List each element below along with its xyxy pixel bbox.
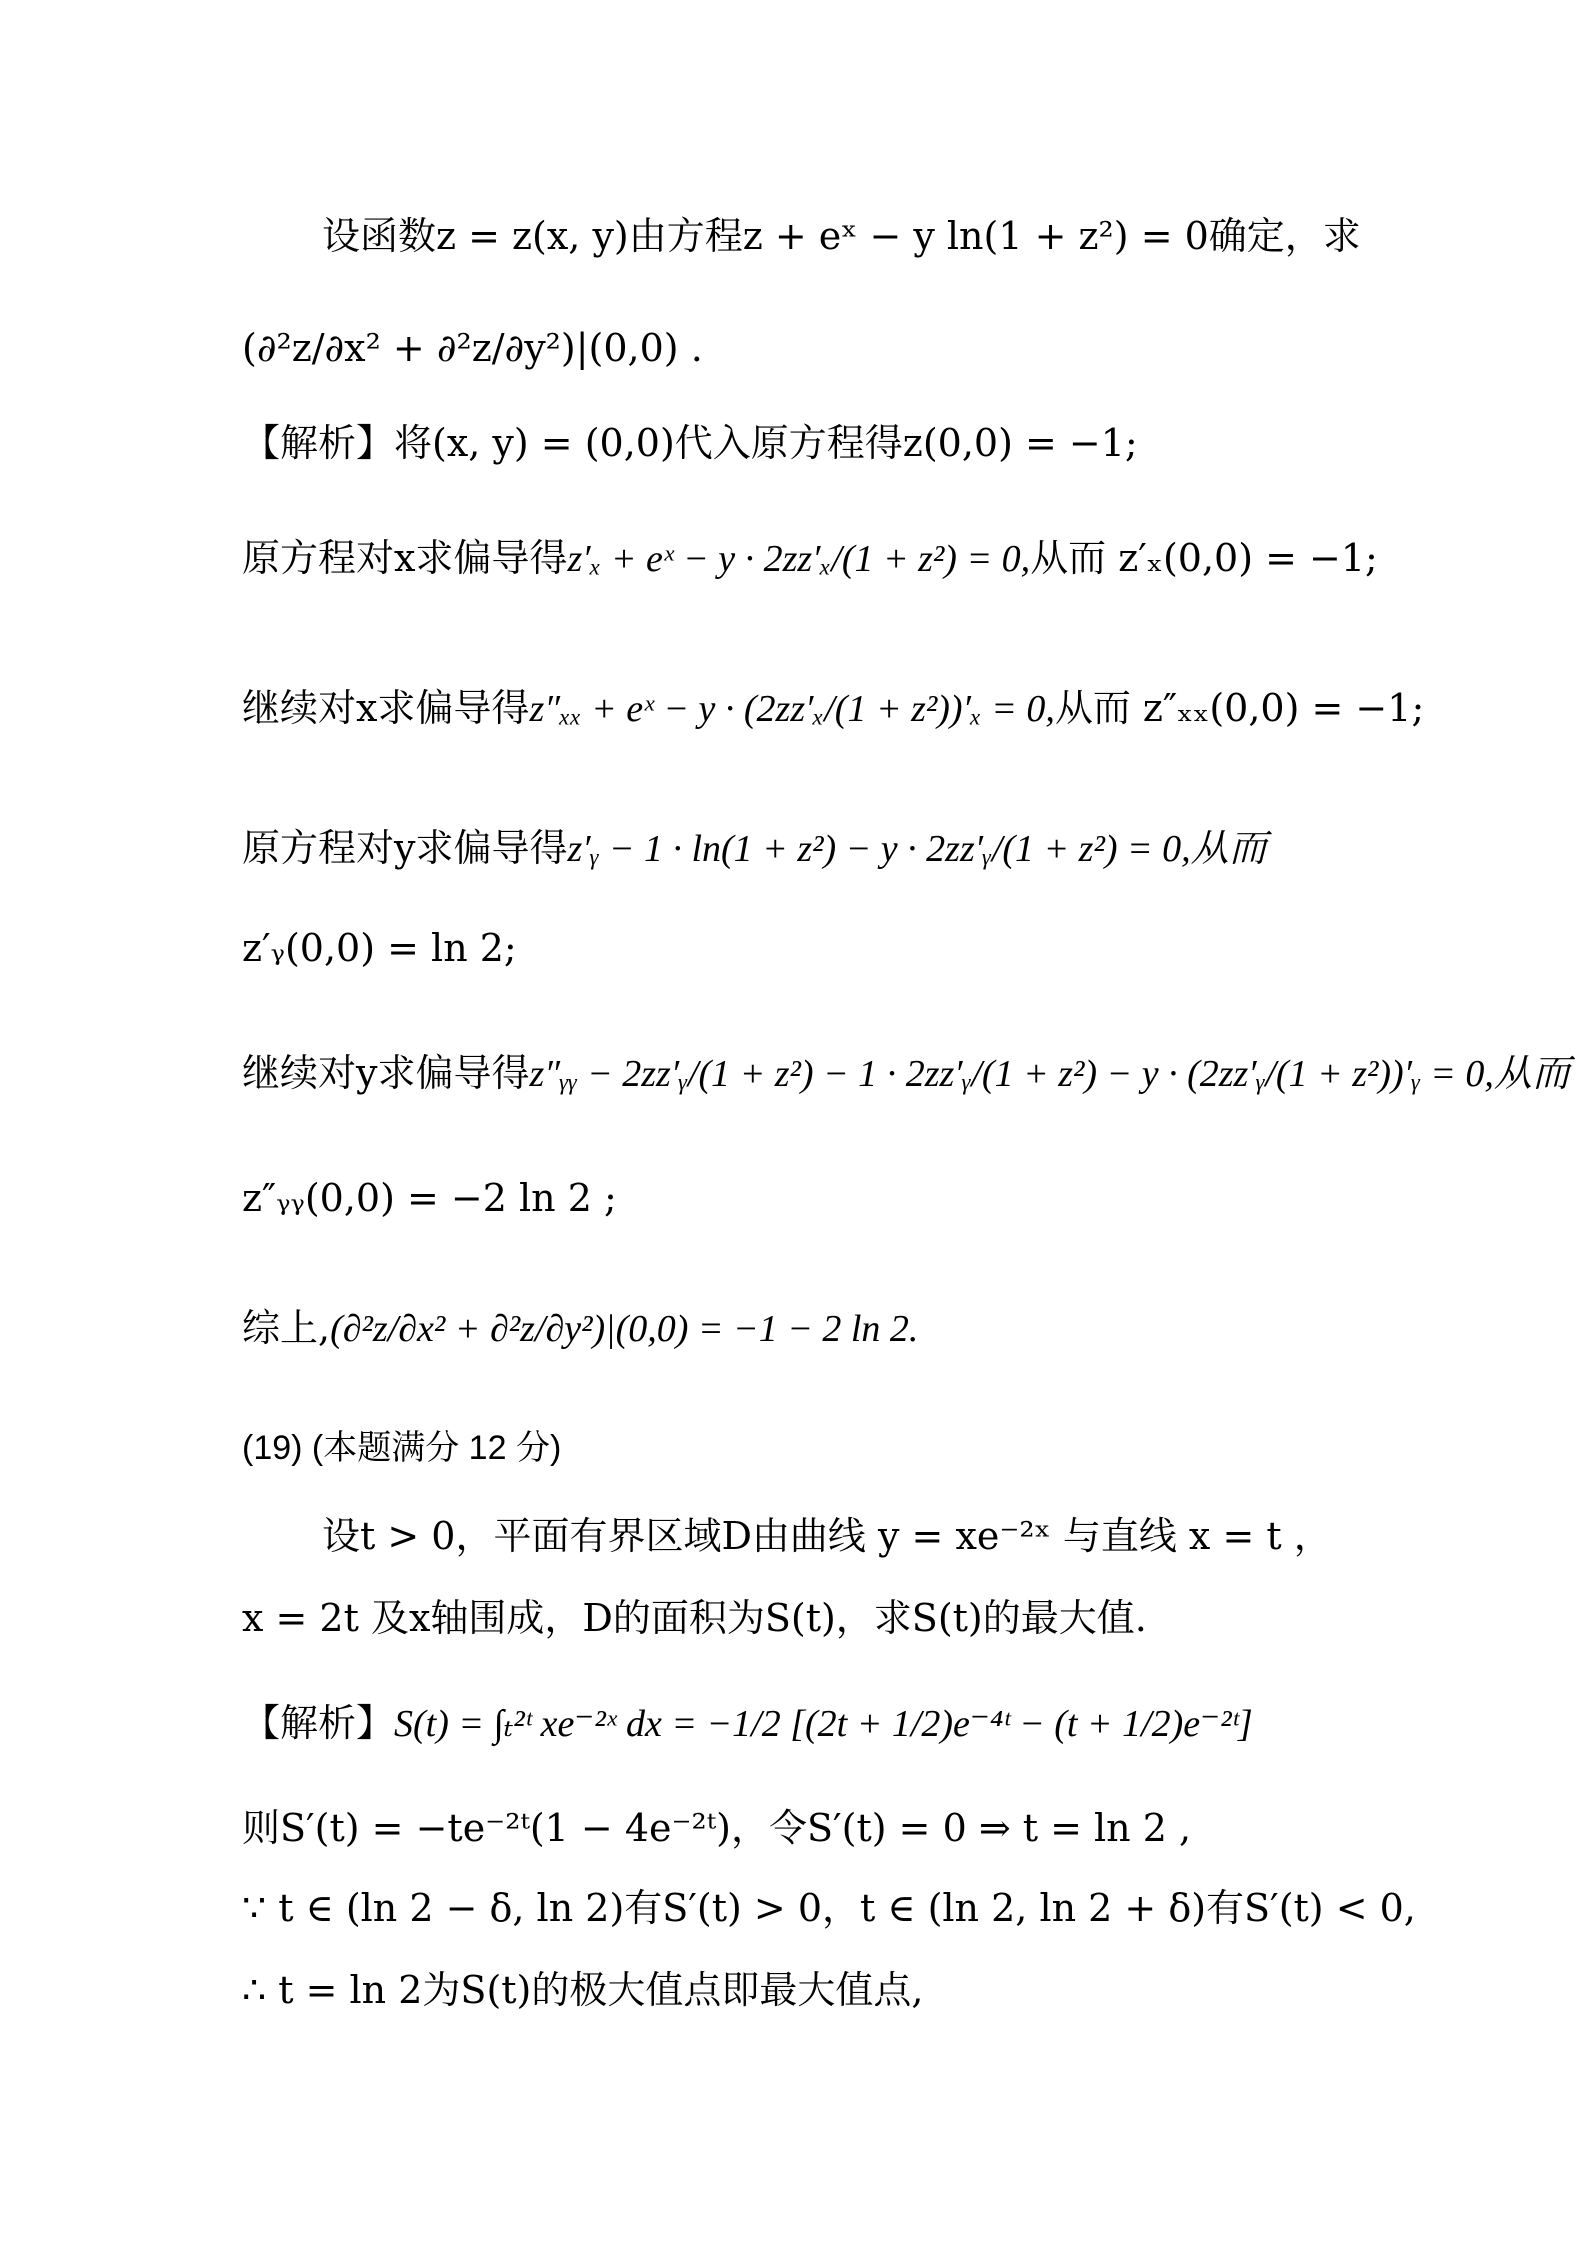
solution-label: 【解析】 [242, 1701, 395, 1745]
step-equation: z′ₓ + eˣ − y · 2zz′ₓ/(1 + z²) = 0, [567, 538, 1031, 580]
p18-step-y-result: z′ᵧ(0,0) = ln 2; [242, 926, 517, 970]
p19-solution-line4: ∴ t = ln 2为S(t)的极大值点即最大值点, [242, 1968, 924, 2012]
p18-summary [242, 1300, 918, 1357]
p18-step-xx [242, 680, 1424, 737]
solution-text: S(t) = ∫ₜ²ᵗ xe⁻²ˣ dx = −1/2 [(2t + 1/2)e⁻⁴ᵗ − (t + 1/2)e⁻²ᵗ] [394, 1703, 1253, 1745]
step-prefix: 原方程对x求偏导得 [242, 536, 568, 580]
step-prefix: 继续对x求偏导得 [242, 686, 530, 730]
step-equation: z″ₓₓ + eˣ − y · (2zz′ₓ/(1 + z²))′ₓ = 0, [529, 688, 1055, 730]
p19-stem-line2: x = 2t 及x轴围成，D的面积为S(t)，求S(t)的最大值. [242, 1596, 1147, 1640]
solution-label: 【解析】 [242, 421, 395, 465]
p19-solution-line2: 则S′(t) = −te⁻²ᵗ(1 − 4e⁻²ᵗ)，令S′(t) = 0 ⇒ t = ln 2 , [242, 1806, 1192, 1850]
summary-equation: (∂²z/∂x² + ∂²z/∂y²)|(0,0) = −1 − 2 ln 2. [330, 1308, 919, 1350]
p19-stem-line1: 设t > 0，平面有界区域D由曲线 y = xe⁻²ˣ 与直线 x = t ， [322, 1514, 1332, 1558]
summary-prefix: 综上, [242, 1306, 331, 1350]
p19-header: (19) (本题满分 12 分) [242, 1429, 562, 1467]
solution-text: 将(x, y) = (0,0)代入原方程得z(0,0) = −1; [394, 421, 1138, 465]
p19-solution-line3: ∵ t ∈ (ln 2 − δ, ln 2)有S′(t) > 0，t ∈ (ln 2, ln 2 + δ)有S′(t) < 0, [242, 1886, 1416, 1930]
p18-step-y [242, 820, 1267, 877]
p18-stem-line2: (∂²z/∂x² + ∂²z/∂y²)|(0,0) . [242, 326, 703, 370]
p18-stem-line1: 设函数z = z(x, y)由方程z + eˣ − y ln(1 + z²) = 0确定，求 [322, 214, 1361, 258]
step-equation: z′ᵧ − 1 · ln(1 + z²) − y · 2zz′ᵧ/(1 + z²) = 0,从而 [567, 828, 1267, 870]
step-result: 从而 z″ₓₓ(0,0) = −1; [1054, 686, 1425, 730]
p18-step-yy-result: z″ᵧᵧ(0,0) = −2 ln 2 ; [242, 1176, 617, 1220]
p19-solution-line1 [242, 1695, 1253, 1752]
step-prefix: 继续对y求偏导得 [242, 1051, 530, 1095]
step-result: 从而 z′ₓ(0,0) = −1; [1030, 536, 1378, 580]
step-prefix: 原方程对y求偏导得 [242, 826, 568, 870]
step-equation: z″ᵧᵧ − 2zz′ᵧ/(1 + z²) − 1 · 2zz′ᵧ/(1 + z²) − y · (2zz′ᵧ/(1 + z²))′ᵧ = 0,从而 [529, 1053, 1570, 1095]
p18-step-yy [242, 1045, 1570, 1102]
p18-solution-line1 [242, 415, 1138, 471]
p18-step-x [242, 530, 1378, 587]
